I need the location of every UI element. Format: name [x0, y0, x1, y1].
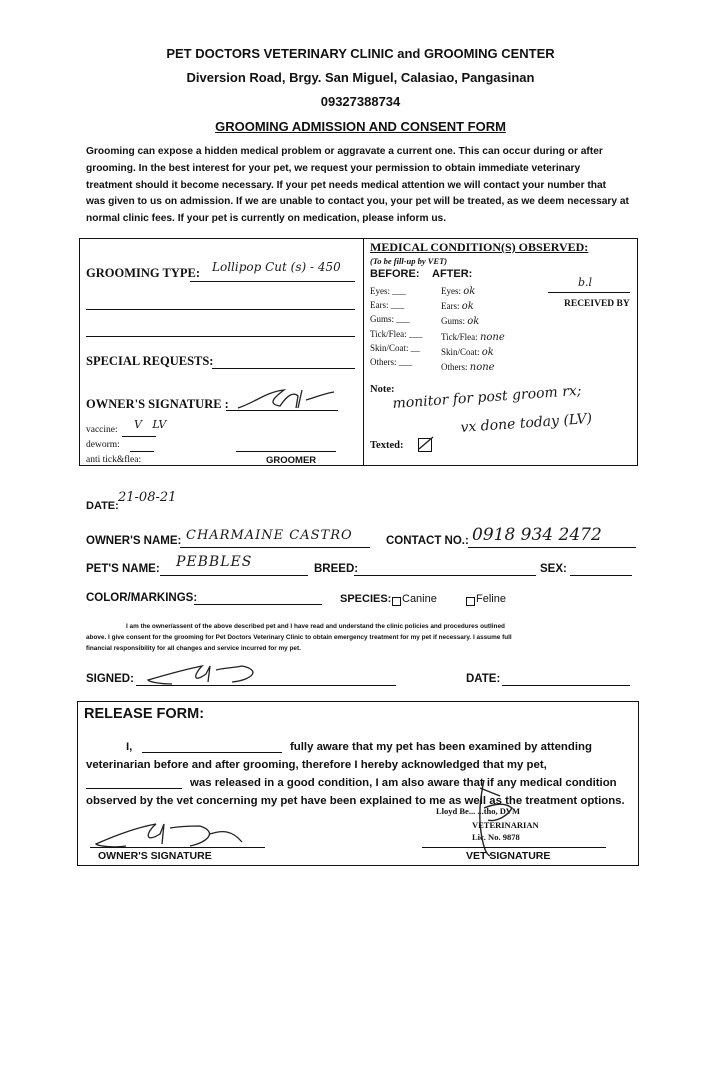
release-pet-line[interactable]	[86, 788, 182, 789]
date-value[interactable]: 21-08-21	[118, 490, 177, 505]
checkmark-icon	[417, 435, 435, 453]
consent-line: financial responsibility for all changes and service incurred for my pet.	[86, 645, 301, 652]
groomer-label: GROOMER	[266, 455, 317, 466]
medical-subtitle: (To be fill-up by VET)	[370, 256, 448, 266]
before-item: Skin/Coat: __	[370, 342, 420, 353]
consent-line: I am the owner/assent of the above described pet and I have read and understand the clinic policies and procedures outlined	[126, 623, 505, 630]
breed-label: BREED:	[314, 563, 359, 575]
after-label: AFTER:	[432, 268, 473, 280]
color-markings-line[interactable]	[194, 604, 322, 605]
release-title: RELEASE FORM:	[84, 706, 205, 722]
texted-checkbox[interactable]	[418, 438, 432, 452]
after-list	[441, 284, 505, 375]
anti-tick-label: anti tick&flea:	[86, 455, 142, 465]
vet-signature-line[interactable]	[422, 847, 606, 848]
owner-name-line	[180, 547, 370, 548]
release-line: observed by the vet concerning my pet have been explained to me as well as the treatment options.	[86, 795, 625, 808]
intro-paragraph	[86, 144, 646, 228]
note-label: Note:	[370, 384, 395, 395]
after-item: Others: none	[441, 362, 495, 374]
pet-name-line	[160, 575, 308, 576]
after-value[interactable]: ok	[461, 301, 474, 313]
note-line-1[interactable]: monitor for post groom rx;	[392, 382, 582, 412]
intro-line: Grooming can expose a hidden medical problem or aggravate a current one. This can occur during or after	[86, 146, 603, 157]
species-label: SPECIES:	[340, 593, 392, 605]
clinic-address: Diversion Road, Brgy. San Miguel, Calasiao, Pangasinan	[186, 70, 535, 85]
sex-label: SEX:	[540, 563, 567, 575]
grooming-type-line-3	[86, 336, 355, 337]
consent-date-line[interactable]	[502, 685, 630, 686]
note-line-2[interactable]: vx done today (LV)	[460, 410, 593, 436]
before-list	[370, 284, 422, 369]
contact-line	[468, 547, 636, 548]
after-item: Tick/Flea: none	[441, 331, 505, 343]
signed-label: SIGNED:	[86, 673, 134, 685]
feline-checkbox[interactable]	[466, 597, 475, 606]
release-line: veterinarian before and after grooming, therefore I hereby acknowledged that my pet,	[86, 759, 547, 771]
vet-stamp-name: Lloyd Be... ...tho, DVM	[436, 806, 521, 816]
vet-stamp-title: VETERINARIAN	[472, 820, 539, 830]
before-item: Tick/Flea: ___	[370, 328, 423, 339]
vaccine-label: vaccine:	[86, 425, 118, 435]
grooming-type-line	[190, 281, 355, 282]
vaccine-value[interactable]: V LV	[134, 418, 167, 431]
intro-line: was given to us on admission. If we are unable to contact you, your pet will be treated, as we deem necessary at	[86, 196, 629, 208]
vaccine-line	[122, 436, 156, 437]
after-item: Ears: ok	[441, 301, 474, 313]
after-value[interactable]: none	[479, 331, 505, 343]
intro-line: normal clinic fees. If your pet is currently on medication, please inform us.	[86, 213, 447, 225]
after-value[interactable]: ok	[467, 316, 480, 328]
after-item: Eyes: ok	[441, 286, 476, 297]
after-value[interactable]: none	[469, 362, 495, 374]
date-label: DATE:	[86, 500, 119, 512]
before-item: Gums: ___	[370, 314, 410, 325]
box-divider	[363, 239, 364, 465]
before-item: Eyes: ___	[370, 286, 406, 296]
consent-line: above. I give consent for the grooming for Pet Doctors Veterinary Clinic to obtain emergency treatment for my pet if necessary. I assume full	[86, 634, 512, 641]
pet-name-value[interactable]: PEBBLES	[176, 554, 253, 570]
groomer-line[interactable]	[236, 451, 336, 452]
received-by-label: RECEIVED BY	[564, 299, 630, 309]
consent-date-label: DATE:	[466, 673, 501, 685]
before-item: Others: ___	[370, 357, 413, 368]
after-value[interactable]: ok	[481, 346, 494, 358]
received-by-value[interactable]: b.l	[578, 276, 593, 289]
grooming-type-value[interactable]: Lollipop Cut (s) - 450	[212, 260, 341, 274]
contact-value[interactable]: 0918 934 2472	[472, 525, 602, 545]
grooming-type-label: GROOMING TYPE:	[86, 266, 201, 280]
canine-checkbox[interactable]	[392, 597, 401, 606]
clinic-phone: 09327388734	[320, 94, 401, 109]
before-item: Ears: ___	[370, 300, 405, 311]
deworm-label: deworm:	[86, 440, 120, 450]
vet-stamp-license: Lic. No. 9878	[472, 832, 520, 842]
release-line: was released in a good condition, I am also aware that if any medical condition	[86, 774, 634, 792]
after-item: Gums: ok	[441, 316, 480, 328]
feline-label: Feline	[476, 593, 506, 605]
release-paragraph	[86, 738, 634, 811]
pet-name-label: PET'S NAME:	[86, 563, 160, 575]
intro-line: grooming. In the best interest for your pet, we request your permission to obtain immediate veterinary	[86, 162, 581, 174]
contact-label: CONTACT NO.:	[386, 535, 469, 547]
before-label: BEFORE:	[370, 268, 420, 280]
vet-signature-scribble	[470, 778, 530, 858]
anti-tick-line[interactable]	[150, 465, 172, 466]
sex-line[interactable]	[570, 575, 632, 576]
intro-line: treatment should it become necessary. If your pet needs medical attention we will contact your number that	[86, 179, 607, 191]
after-item: Skin/Coat: ok	[441, 346, 494, 358]
texted-label: Texted:	[370, 440, 404, 451]
deworm-line[interactable]	[130, 451, 154, 452]
owner-signature-label: OWNER'S SIGNATURE :	[86, 397, 229, 411]
release-name-line[interactable]	[142, 752, 282, 753]
consent-paragraph	[86, 621, 638, 654]
medical-title: MEDICAL CONDITION(S) OBSERVED:	[370, 240, 589, 254]
canine-label: Canine	[402, 593, 437, 605]
release-line: I, fully aware that my pet has been examined by attending	[126, 741, 592, 753]
after-value[interactable]: ok	[463, 286, 476, 297]
special-requests-label: SPECIAL REQUESTS:	[86, 354, 214, 368]
release-owner-signature-line[interactable]	[90, 847, 265, 848]
special-requests-line[interactable]	[212, 368, 355, 369]
grooming-type-line-2	[86, 309, 355, 310]
release-owner-signature-label: OWNER'S SIGNATURE	[98, 850, 212, 862]
owner-name-value[interactable]: CHARMAINE CASTRO	[186, 528, 353, 543]
color-markings-label: COLOR/MARKINGS:	[86, 592, 198, 604]
owner-signature-scribble	[236, 386, 336, 412]
vet-signature-label: VET SIGNATURE	[466, 850, 551, 862]
owner-name-label: OWNER'S NAME:	[86, 535, 182, 547]
form-title: GROOMING ADMISSION AND CONSENT FORM	[215, 119, 506, 134]
breed-line[interactable]	[354, 575, 536, 576]
received-by-line	[548, 292, 630, 293]
signed-scribble	[142, 662, 272, 688]
clinic-name: PET DOCTORS VETERINARY CLINIC and GROOMING CENTER	[166, 46, 555, 61]
